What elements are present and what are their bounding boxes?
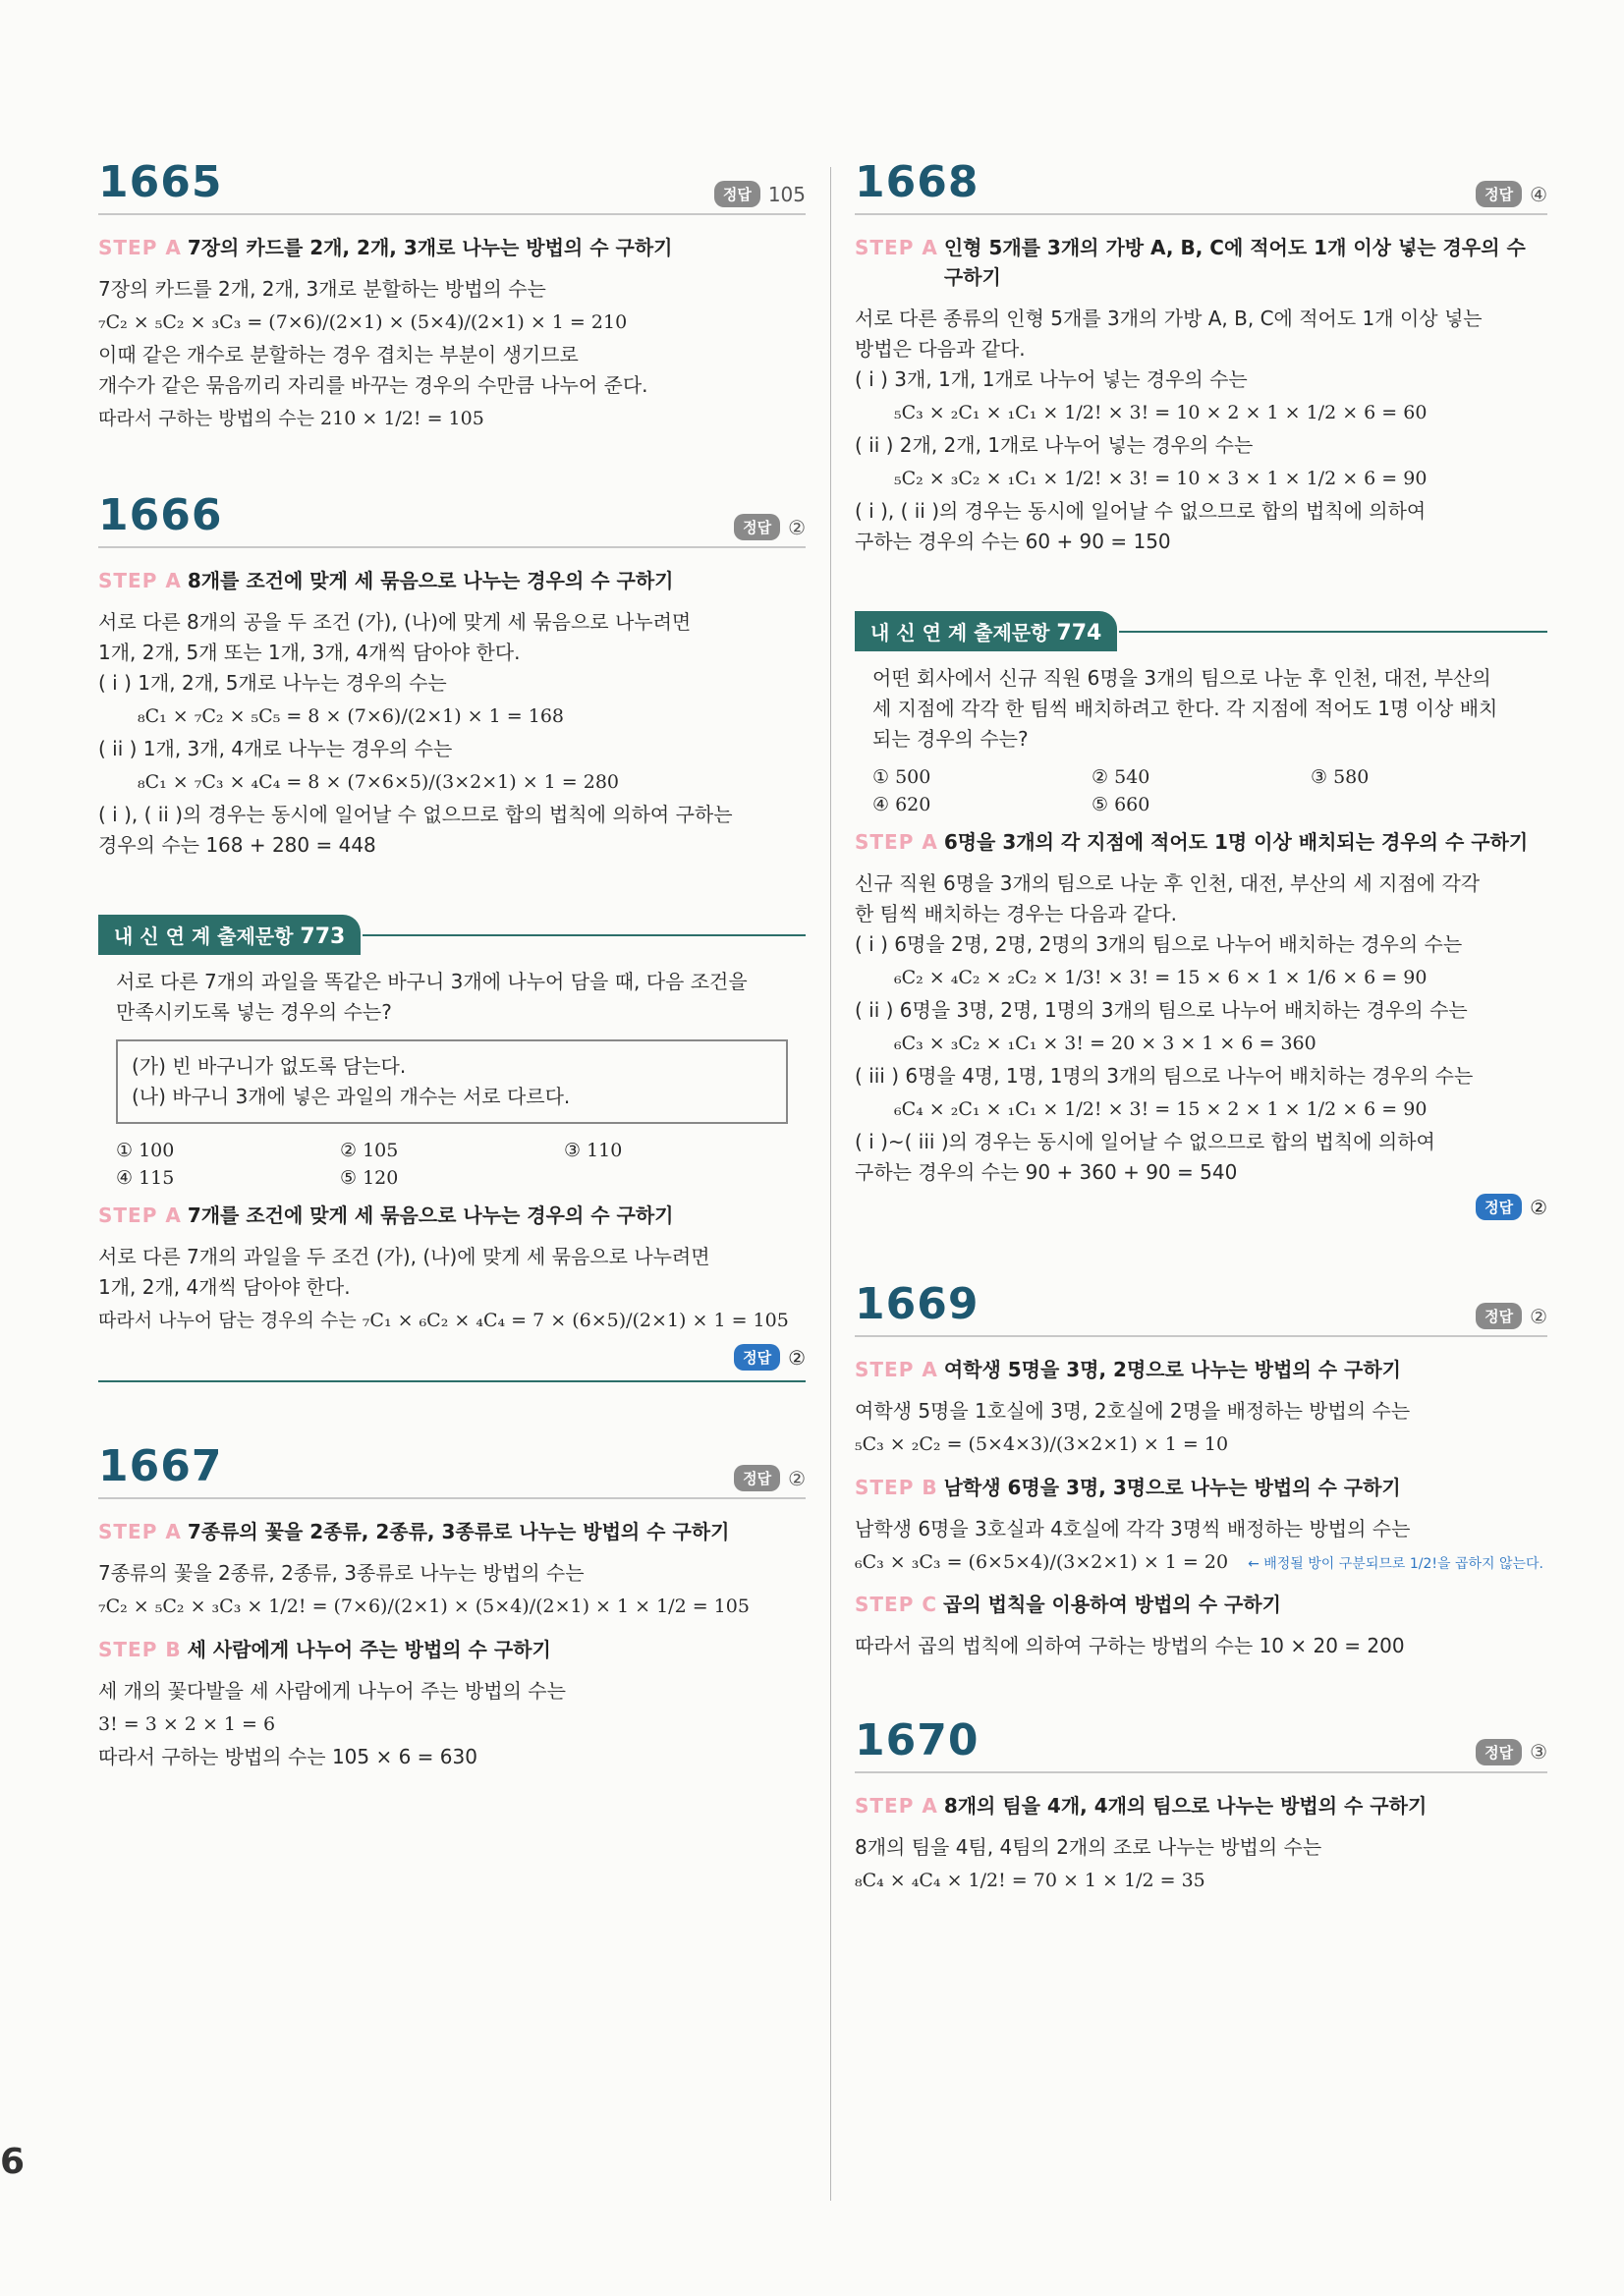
answer-value: ② — [788, 515, 806, 539]
text-line: ( i ), ( ii )의 경우는 동시에 일어날 수 없으므로 합의 법칙에 의하여 구하는 — [98, 803, 733, 827]
text-line: ( ii ) 1개, 3개, 4개로 나누는 경우의 수는 — [98, 737, 453, 761]
answer-value: ② — [1530, 1304, 1547, 1328]
problem-number: 1670 — [855, 1714, 980, 1765]
text-line: 세 개의 꽃다발을 세 사람에게 나누어 주는 방법의 수는 — [98, 1678, 566, 1703]
step-a — [98, 566, 806, 595]
conclusion: 따라서 구하는 방법의 수는 105 × 6 = 630 — [98, 1744, 477, 1768]
formula: ₆C₄ × ₂C₁ × ₁C₁ × 1/2! × 3! = 15 × 2 × 1 × 1/2 × 6 = 90 — [894, 1098, 1428, 1121]
answer — [98, 1344, 806, 1371]
answer-value: ④ — [1530, 182, 1547, 206]
choices — [116, 1140, 788, 1189]
step-a — [855, 827, 1547, 857]
step-title: 7장의 카드를 2개, 2개, 3개로 나누는 방법의 수 구하기 — [187, 236, 673, 259]
step-title: 8개를 조건에 맞게 세 묶음으로 나누는 경우의 수 구하기 — [187, 569, 674, 593]
step-a — [98, 233, 806, 262]
step-label: STEP A — [98, 1204, 182, 1228]
step-label: STEP C — [855, 1592, 938, 1616]
side-note: ← 배정될 방이 구분되므로 1/2!을 곱하지 않는다. — [1248, 1555, 1544, 1572]
right-column — [855, 157, 1547, 1952]
column-divider — [830, 167, 831, 2201]
answer — [1476, 1303, 1547, 1329]
text-line: 7장의 카드를 2개, 2개, 3개로 분할하는 방법의 수는 — [98, 277, 546, 301]
problem-number: 1666 — [98, 490, 223, 541]
problem-1670 — [855, 1715, 1547, 1898]
formula: ₇C₂ × ₅C₂ × ₃C₃ × 1/2! = (7×6)/(2×1) × (5×4)/(2×1) × 1 × 1/2 = 105 — [98, 1596, 750, 1618]
question-text: 만족시키도록 넣는 경우의 수는? — [116, 1000, 392, 1025]
step-title: 남학생 6명을 3명, 3명으로 나누는 방법의 수 구하기 — [943, 1475, 1401, 1499]
formula: ₆C₃ × ₃C₂ × ₁C₁ × 3! = 20 × 3 × 1 × 6 = 360 — [894, 1033, 1316, 1055]
formula: ₅C₂ × ₃C₂ × ₁C₁ × 1/2! × 3! = 10 × 3 × 1 × 1/2 × 6 = 90 — [894, 468, 1428, 490]
step-a — [98, 1517, 806, 1546]
answer-badge: 정답 — [1476, 1739, 1522, 1765]
text-line: 7종류의 꽃을 2종류, 2종류, 3종류로 나누는 방법의 수는 — [98, 1561, 585, 1586]
step-b — [855, 1473, 1547, 1502]
formula: ₇C₂ × ₅C₂ × ₃C₃ = (7×6)/(2×1) × (5×4)/(2×1) × 1 = 210 — [98, 311, 628, 333]
step-label: STEP B — [98, 1637, 182, 1661]
step-title: 곱의 법칙을 이용하여 방법의 수 구하기 — [943, 1592, 1281, 1616]
choices — [872, 766, 1530, 815]
choice: ⑤ 660 — [1092, 794, 1150, 816]
condition: (가) 빈 바구니가 없도록 담는다. — [132, 1054, 407, 1079]
text-line: 이때 같은 개수로 분할하는 경우 겹치는 부분이 생기므로 — [98, 343, 579, 367]
answer-badge: 정답 — [1476, 1194, 1522, 1220]
text-line: 남학생 6명을 3호실과 4호실에 각각 3명씩 배정하는 방법의 수는 — [855, 1516, 1411, 1540]
text-line: 한 팀씩 배치하는 경우는 다음과 같다. — [855, 902, 1177, 926]
text-line: 여학생 5명을 1호실에 3명, 2호실에 2명을 배정하는 방법의 수는 — [855, 1399, 1411, 1424]
answer — [1476, 181, 1547, 207]
problem-number: 1669 — [855, 1279, 980, 1330]
formula: ₈C₁ × ₇C₂ × ₅C₅ = 8 × (7×6)/(2×1) × 1 = 168 — [138, 705, 564, 728]
text-line: 구하는 경우의 수는 60 + 90 = 150 — [855, 530, 1171, 554]
choice: ③ 110 — [564, 1140, 623, 1162]
choice: ④ 620 — [872, 794, 931, 816]
text-line: ( iii ) 6명을 4명, 1명, 1명의 3개의 팀으로 나누어 배치하는 경우의 수는 — [855, 1064, 1474, 1089]
connected-tag — [98, 915, 361, 955]
choice: ④ 115 — [116, 1167, 175, 1190]
condition: (나) 바구니 3개에 넣은 과일의 개수는 서로 다르다. — [132, 1085, 571, 1109]
text-line: ( i ) 1개, 2개, 5개로 나누는 경우의 수는 — [98, 671, 447, 696]
text-line: 1개, 2개, 4개씩 담아야 한다. — [98, 1275, 351, 1300]
text-line: 경우의 수는 168 + 280 = 448 — [98, 833, 376, 858]
problem-number: 1668 — [855, 157, 980, 207]
connected-tag-label: 내 신 연 계 출제문항 — [114, 924, 294, 949]
text-line: ( i ) 6명을 2명, 2명, 2명의 3개의 팀으로 나누어 배치하는 경우의 수는 — [855, 932, 1463, 957]
choice: ⑤ 120 — [340, 1167, 399, 1190]
text-line: ( ii ) 2개, 2개, 1개로 나누어 넣는 경우의 수는 — [855, 433, 1254, 458]
step-title: 8개의 팀을 4개, 4개의 팀으로 나누는 방법의 수 구하기 — [943, 1793, 1428, 1818]
text-line: ( i )~( iii )의 경우는 동시에 일어날 수 없으므로 합의 법칙에 의하여 — [855, 1130, 1435, 1154]
text-line: 개수가 같은 묶음끼리 자리를 바꾸는 경우의 수만큼 나누어 준다. — [98, 373, 648, 398]
answer — [734, 1465, 806, 1491]
choice: ② 105 — [340, 1140, 399, 1162]
problem-1668 — [855, 157, 1547, 557]
step-a — [855, 1791, 1547, 1820]
choice: ① 500 — [872, 766, 931, 789]
text-line: 8개의 팀을 4팀, 4팀의 2개의 조로 나누는 방법의 수는 — [855, 1834, 1322, 1859]
answer-value: ② — [1530, 1195, 1547, 1219]
answer-badge: 정답 — [1476, 1303, 1522, 1329]
answer-badge: 정답 — [1476, 181, 1522, 207]
conclusion: 따라서 구하는 방법의 수는 210 × 1/2! = 105 — [98, 408, 484, 430]
question-text: 세 지점에 각각 한 팀씩 배치하려고 한다. 각 지점에 적어도 1명 이상 배치 — [872, 697, 1498, 721]
step-a — [855, 233, 1547, 292]
step-title: 인형 5개를 3개의 가방 A, B, C에 적어도 1개 이상 넣는 경우의 수 구하기 — [943, 236, 1526, 289]
text-line: 방법은 다음과 같다. — [855, 337, 1026, 361]
connected-question-774 — [855, 611, 1547, 1220]
formula-with-note — [855, 1544, 1547, 1580]
step-title: 7종류의 꽃을 2종류, 2종류, 3종류로 나누는 방법의 수 구하기 — [187, 1520, 730, 1544]
formula: ₆C₃ × ₃C₃ = (6×5×4)/(3×2×1) × 1 = 20 — [855, 1550, 1229, 1573]
answer — [714, 181, 806, 207]
step-label: STEP A — [855, 1358, 938, 1382]
left-column — [98, 157, 806, 1826]
answer-badge: 정답 — [734, 1465, 780, 1491]
problem-1669 — [855, 1279, 1547, 1660]
connected-rule — [1119, 631, 1547, 633]
step-b — [98, 1635, 806, 1664]
section-rule — [98, 1380, 806, 1382]
text-line: 1개, 2개, 5개 또는 1개, 3개, 4개씩 담아야 한다. — [98, 641, 521, 665]
step-label: STEP A — [98, 569, 182, 593]
choice: ② 540 — [1092, 766, 1150, 789]
formula: ₅C₃ × ₂C₂ = (5×4×3)/(3×2×1) × 1 = 10 — [855, 1433, 1229, 1456]
step-label: STEP A — [98, 236, 182, 259]
answer-value: ② — [788, 1345, 806, 1370]
answer — [1476, 1739, 1547, 1765]
answer-value: 105 — [767, 182, 806, 206]
text-line: 구하는 경우의 수는 90 + 360 + 90 = 540 — [855, 1160, 1238, 1185]
formula: ₅C₃ × ₂C₁ × ₁C₁ × 1/2! × 3! = 10 × 2 × 1 × 1/2 × 6 = 60 — [894, 402, 1428, 423]
problem-number: 1665 — [98, 157, 223, 207]
text-line: 서로 다른 8개의 공을 두 조건 (가), (나)에 맞게 세 묶음으로 나누려면 — [98, 610, 692, 635]
answer-value: ③ — [1530, 1740, 1547, 1764]
answer — [734, 514, 806, 540]
step-a — [855, 1355, 1547, 1384]
answer — [855, 1194, 1547, 1220]
text-line: 신규 직원 6명을 3개의 팀으로 나눈 후 인천, 대전, 부산의 세 지점에 각각 — [855, 871, 1481, 896]
condition-box — [116, 1039, 788, 1124]
text-line: 서로 다른 종류의 인형 5개를 3개의 가방 A, B, C에 적어도 1개 이상 넣는 — [855, 307, 1483, 330]
problem-1667 — [98, 1441, 806, 1771]
formula: ₈C₄ × ₄C₄ × 1/2! = 70 × 1 × 1/2 = 35 — [855, 1869, 1205, 1891]
problem-number: 1667 — [98, 1441, 223, 1492]
step-title: 7개를 조건에 맞게 세 묶음으로 나누는 경우의 수 구하기 — [187, 1204, 674, 1228]
choice: ③ 580 — [1311, 766, 1370, 789]
formula: ₈C₁ × ₇C₃ × ₄C₄ = 8 × (7×6×5)/(3×2×1) × 1 = 280 — [138, 771, 620, 794]
step-title: 여학생 5명을 3명, 2명으로 나누는 방법의 수 구하기 — [943, 1358, 1401, 1382]
answer-badge: 정답 — [734, 514, 780, 540]
page-number: 6 — [0, 2142, 26, 2182]
question-text: 되는 경우의 수는? — [872, 727, 1029, 752]
connected-tag — [855, 611, 1117, 651]
connected-question-773 — [98, 915, 806, 1382]
conclusion: 따라서 곱의 법칙에 의하여 구하는 방법의 수는 10 × 20 = 200 — [855, 1633, 1405, 1657]
formula: 3! = 3 × 2 × 1 = 6 — [98, 1712, 276, 1735]
problem-1666 — [98, 490, 806, 861]
step-title: 세 사람에게 나누어 주는 방법의 수 구하기 — [187, 1637, 551, 1661]
answer-badge: 정답 — [714, 181, 760, 207]
choice: ① 100 — [116, 1140, 175, 1162]
answer-value: ② — [788, 1466, 806, 1490]
step-a — [98, 1201, 806, 1230]
connected-rule — [363, 934, 806, 936]
step-label: STEP A — [855, 236, 938, 259]
text-line: ( i ) 3개, 1개, 1개로 나누어 넣는 경우의 수는 — [855, 367, 1248, 391]
question-text: 서로 다른 7개의 과일을 똑같은 바구니 3개에 나누어 담을 때, 다음 조건을 — [116, 970, 748, 994]
formula: ₆C₂ × ₄C₂ × ₂C₂ × 1/3! × 3! = 15 × 6 × 1 × 1/6 × 6 = 90 — [894, 967, 1428, 989]
answer-badge: 정답 — [734, 1344, 780, 1371]
step-label: STEP B — [855, 1475, 938, 1499]
connected-number: 773 — [300, 924, 346, 950]
step-c — [855, 1590, 1547, 1619]
step-title: 6명을 3개의 각 지점에 적어도 1명 이상 배치되는 경우의 수 구하기 — [943, 830, 1529, 855]
text-line: ( i ), ( ii )의 경우는 동시에 일어날 수 없으므로 합의 법칙에 의하여 — [855, 499, 1427, 524]
connected-tag-label: 내 신 연 계 출제문항 — [870, 621, 1050, 645]
question-text: 어떤 회사에서 신규 직원 6명을 3개의 팀으로 나눈 후 인천, 대전, 부산의 — [872, 666, 1491, 691]
conclusion: 따라서 나누어 담는 경우의 수는 ₇C₁ × ₆C₂ × ₄C₄ = 7 × (6×5)/(2×1) × 1 = 105 — [98, 1310, 789, 1332]
step-label: STEP A — [98, 1520, 182, 1544]
step-label: STEP A — [855, 1793, 938, 1818]
problem-1665 — [98, 157, 806, 436]
step-label: STEP A — [855, 830, 938, 855]
connected-number: 774 — [1056, 621, 1102, 646]
text-line: 서로 다른 7개의 과일을 두 조건 (가), (나)에 맞게 세 묶음으로 나누려면 — [98, 1245, 710, 1269]
text-line: ( ii ) 6명을 3명, 2명, 1명의 3개의 팀으로 나누어 배치하는 경우의 수는 — [855, 998, 1468, 1023]
